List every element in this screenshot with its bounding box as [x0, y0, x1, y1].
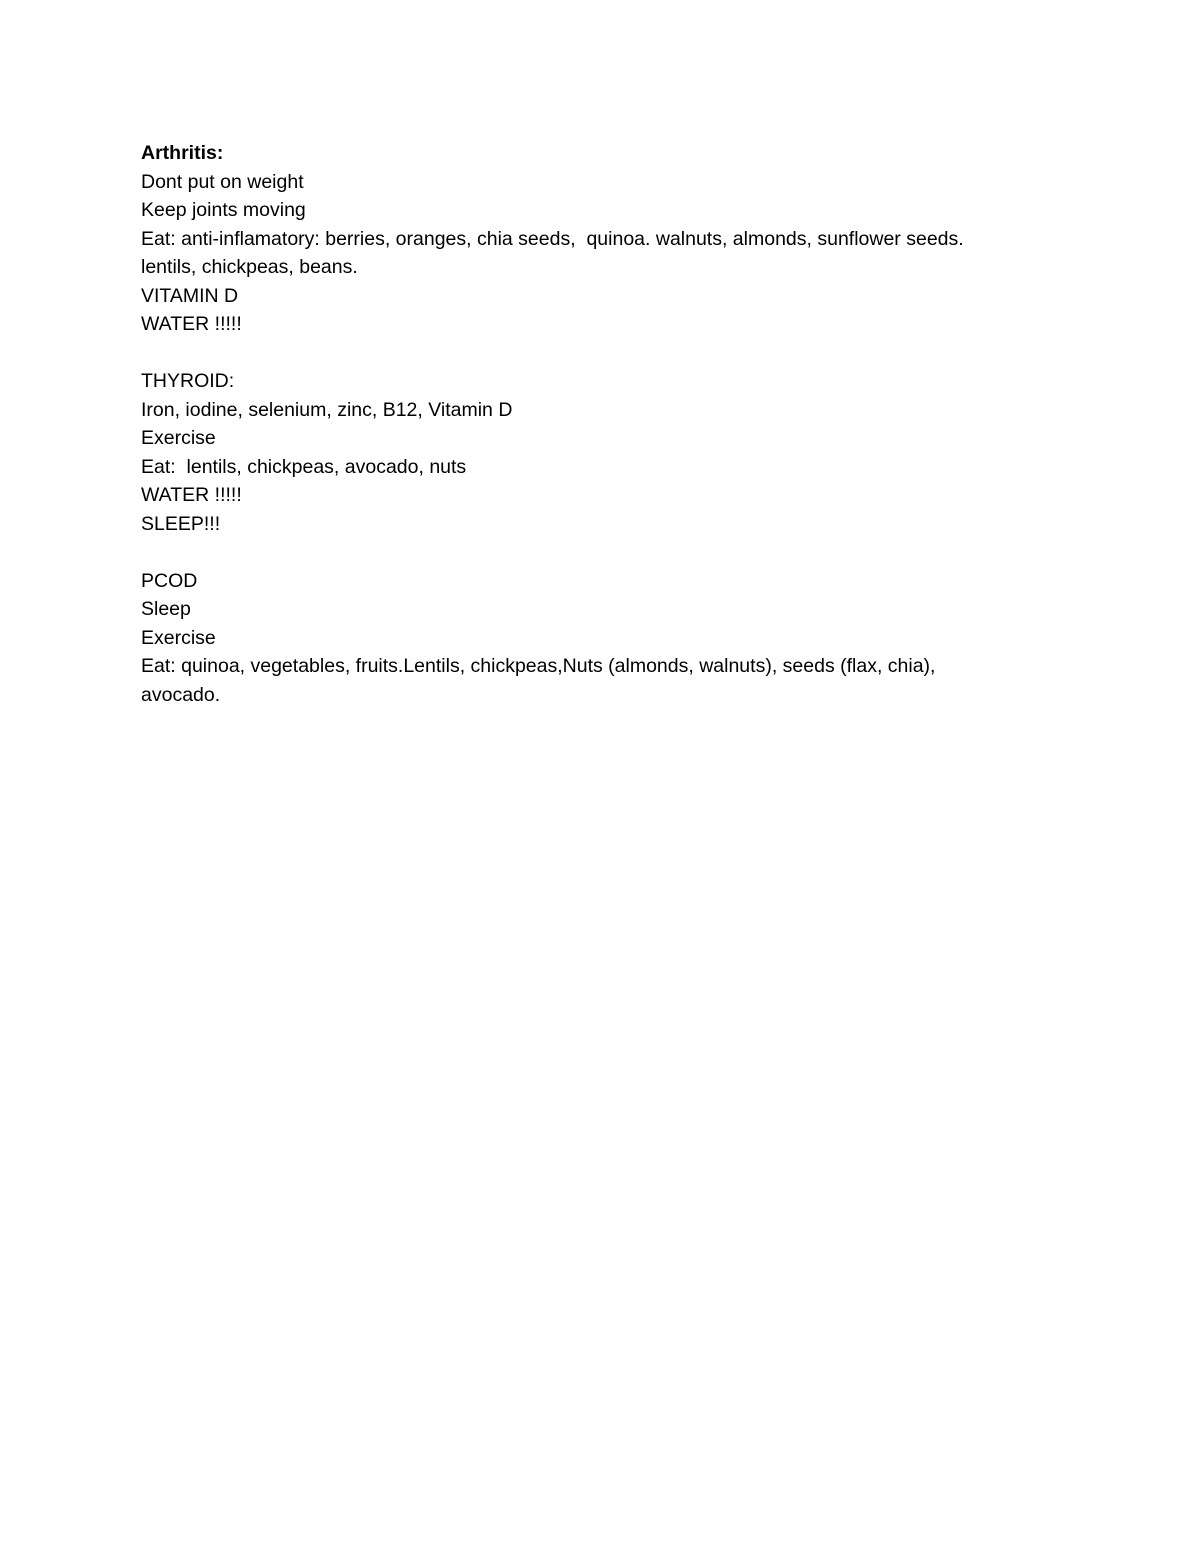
section-arthritis	[141, 139, 1061, 339]
text-line: Keep joints moving	[141, 199, 306, 221]
section-pcod	[141, 567, 1061, 710]
section-heading-arthritis: Arthritis:	[141, 142, 224, 164]
text-line: Eat: anti-inflamatory: berries, oranges, chia seeds, quinoa. walnuts, almonds, sunflower seeds.	[141, 227, 964, 250]
text-line: Eat: lentils, chickpeas, avocado, nuts	[141, 455, 467, 478]
text-line: Exercise	[141, 427, 216, 449]
text-line: SLEEP!!!	[141, 512, 221, 535]
section-heading-pcod: PCOD	[141, 569, 198, 592]
text-line: lentils, chickpeas, beans.	[141, 256, 358, 278]
text-line: avocado.	[141, 683, 221, 706]
section-heading-thyroid: THYROID:	[141, 370, 235, 392]
section-thyroid	[141, 367, 1061, 538]
text-line: Exercise	[141, 626, 216, 649]
text-line: Eat: quinoa, vegetables, fruits.Lentils, chickpeas,Nuts (almonds, walnuts), seeds (flax, chia),	[141, 655, 936, 677]
text-line: Dont put on weight	[141, 170, 304, 193]
paragraph-spacer	[141, 538, 1061, 567]
document-body	[141, 139, 1061, 709]
text-line: WATER !!!!!	[141, 313, 242, 335]
text-line: Iron, iodine, selenium, zinc, B12, Vitamin D	[141, 398, 513, 421]
text-line: WATER !!!!!	[141, 484, 242, 506]
text-line: Sleep	[141, 598, 191, 620]
paragraph-spacer	[141, 339, 1061, 368]
text-line: VITAMIN D	[141, 284, 239, 307]
